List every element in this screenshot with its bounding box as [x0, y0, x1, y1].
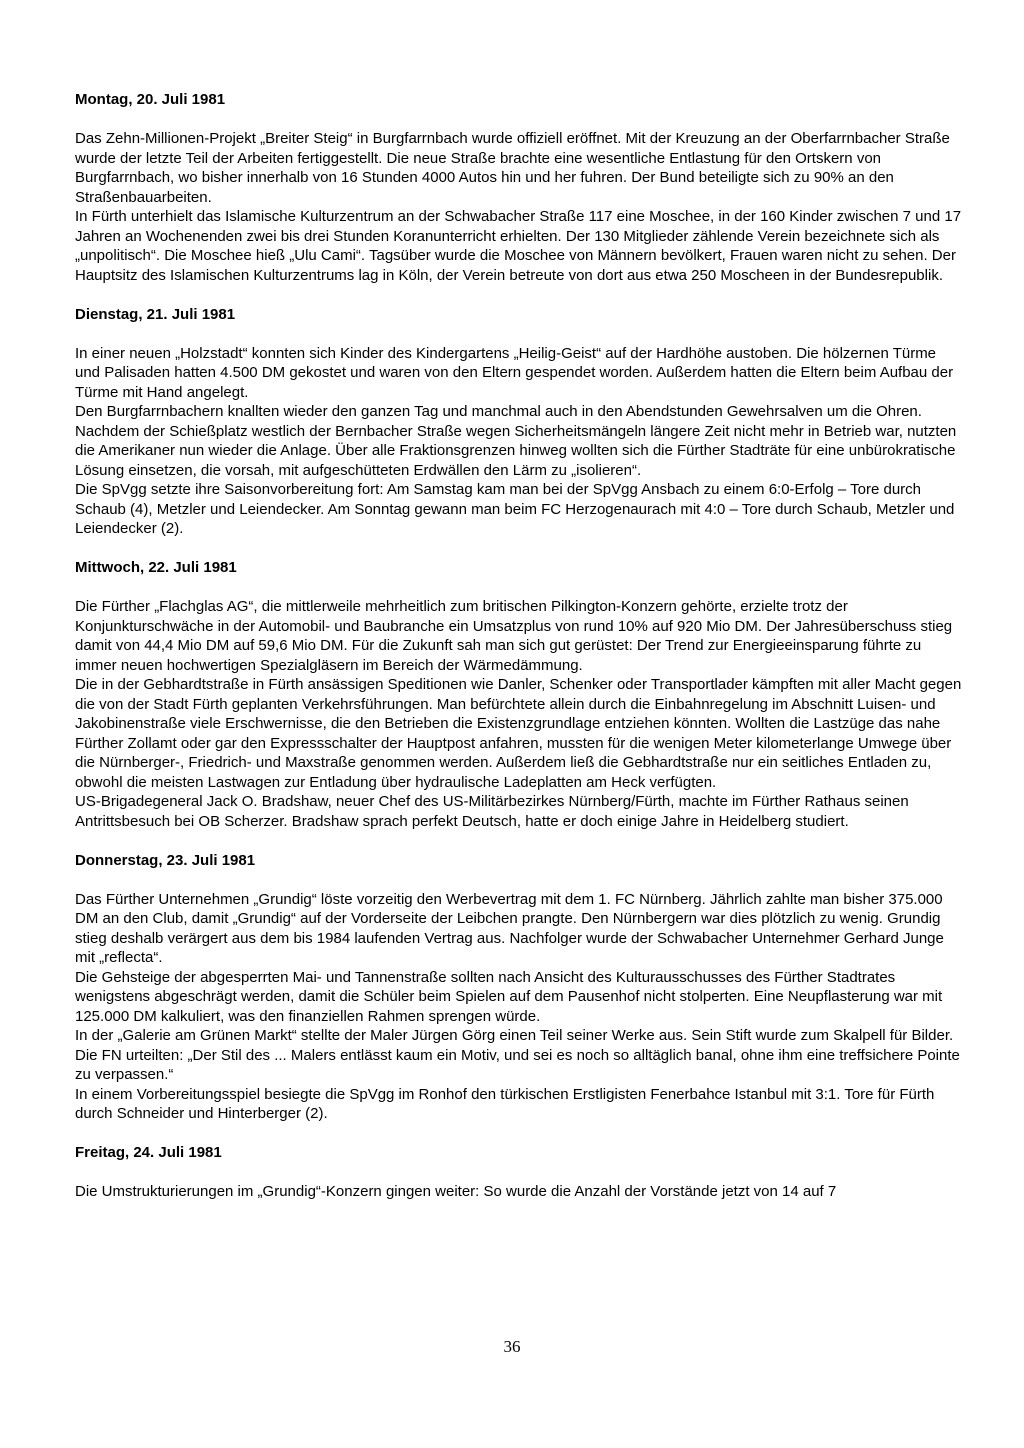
- day-section-freitag: [75, 1143, 964, 1202]
- day-heading: Mittwoch, 22. Juli 1981: [75, 559, 237, 576]
- document-content: [75, 90, 964, 1202]
- day-heading: Montag, 20. Juli 1981: [75, 91, 226, 108]
- paragraph: Den Burgfarrnbachern knallten wieder den ganzen Tag und manchmal auch in den Abendstunden Gewehrsalven um die Ohren. Nachdem der Schießplatz westlich der Bernbacher Straße wegen Sicherheitsmängeln längere Zeit nicht mehr in Betrieb war, nutzten die Amerikaner nun wieder die Anlage. Über alle Fraktionsgrenzen hinweg wollten sich die Fürther Stadträte für eine unbürokratische Lösung einsetzen, die vorsah, mit aufgeschütteten Erdwällen den Lärm zu „isolieren“.: [75, 403, 957, 479]
- day-heading: Dienstag, 21. Juli 1981: [75, 305, 236, 323]
- paragraph: US-Brigadegeneral Jack O. Bradshaw, neuer Chef des US-Militärbezirkes Nürnberg/Fürth, machte im Fürther Rathaus seinen Antrittsbesuch bei OB Scherzer. Bradshaw sprach perfekt Deutsch, hatte er doch einige Jahre in Heidelberg studiert.: [75, 793, 909, 830]
- day-heading: Donnerstag, 23. Juli 1981: [75, 851, 256, 869]
- paragraph: In der „Galerie am Grünen Markt“ stellte der Maler Jürgen Görg einen Teil seiner Werke aus. Sein Stift wurde zum Skalpell für Bilder. Die FN urteilten: „Der Stil des ... Malers entlässt kaum ein Motiv, und sei es noch so alltäglich banal, ohne ihm eine treffsichere Pointe zu verpassen.“: [75, 1027, 960, 1083]
- paragraph: Die SpVgg setzte ihre Saisonvorbereitung fort: Am Samstag kam man bei der SpVgg Ansbach zu einem 6:0-Erfolg – Tore durch Schaub (4), Metzler und Leiendecker. Am Sonntag gewann man beim FC Herzogenaurach mit 4:0 – Tore durch Schaub, Metzler und Leiendecker (2).: [75, 481, 955, 537]
- paragraph: In einer neuen „Holzstadt“ konnten sich Kinder des Kindergartens „Heilig-Geist“ auf der Hardhöhe austoben. Die hölzernen Türme und Palisaden hatten 4.500 DM gekostet und waren von den Eltern gespendet worden. Außerdem hatten die Eltern beim Aufbau der Türme mit Hand angelegt.: [75, 344, 954, 401]
- day-section-mittwoch: [75, 558, 964, 831]
- day-section-montag: [75, 90, 964, 285]
- paragraph: Das Zehn-Millionen-Projekt „Breiter Steig“ in Burgfarrnbach wurde offiziell eröffnet. Mit der Kreuzung an der Oberfarrnbacher Straße wurde der letzte Teil der Arbeiten fertiggestellt. Die neue Straße brachte eine wesentliche Entlastung für den Ortskern von Burgfarrnbach, wo bisher innerhalb von 16 Stunden 4000 Autos hin und her fuhren. Der Bund beteiligte sich zu 90% an den Straßenbauarbeiten.: [75, 130, 950, 206]
- page-number: 36: [503, 1337, 521, 1356]
- paragraph: Die Gehsteige der abgesperrten Mai- und Tannenstraße sollten nach Ansicht des Kulturausschusses des Fürther Stadtrates wenigstens abgeschrägt werden, damit die Schüler beim Spielen auf dem Pausenhof nicht stolperten. Eine Neupflasterung war mit 125.000 DM kalkuliert, was den finanziellen Rahmen sprengen würde.: [75, 968, 943, 1025]
- paragraph: Die in der Gebhardtstraße in Fürth ansässigen Speditionen wie Danler, Schenker oder Transportlader kämpften mit aller Macht gegen die von der Stadt Fürth geplanten Verkehrsführungen. Man befürchtete allein durch die Einbahnregelung im Abschnitt Luisen- und Jakobinenstraße viele Erschwernisse, die den Betrieben die Existenzgrundlage entziehen könnten. Wollten die Lastzüge das nahe Fürther Zollamt oder gar den Expressschalter der Hauptpost anfahren, mussten für die wenigen Meter kilometerlange Umwege über die Nürnberger-, Friedrich- und Maxstraße genommen werden. Außerdem ließ die Gebhardtstraße nur ein seitliches Entladen zu, obwohl die meisten Lastwagen zur Entladung über hydraulische Ladeplatten am Heck verfügten.: [75, 676, 962, 791]
- paragraph: Das Fürther Unternehmen „Grundig“ löste vorzeitig den Werbevertrag mit dem 1. FC Nürnberg. Jährlich zahlte man bisher 375.000 DM an den Club, damit „Grundig“ auf der Vorderseite der Leibchen prangte. Den Nürnbergern war dies plötzlich zu wenig. Grundig stieg deshalb verärgert aus dem bis 1984 laufenden Vertrag aus. Nachfolger wurde der Schwabacher Unternehmer Gerhard Junge mit „reflecta“.: [75, 890, 944, 966]
- paragraph: In einem Vorbereitungsspiel besiegte die SpVgg im Ronhof den türkischen Erstligisten Fenerbahce Istanbul mit 3:1. Tore für Fürth durch Schneider und Hinterberger (2).: [75, 1085, 935, 1122]
- day-heading: Freitag, 24. Juli 1981: [75, 1144, 222, 1161]
- paragraph: Die Fürther „Flachglas AG“, die mittlerweile mehrheitlich zum britischen Pilkington-Konzern gehörte, erzielte trotz der Konjunkturschwäche in der Automobil- und Baubranche ein Umsatzplus von rund 10% auf 920 Mio DM. Der Jahresüberschuss stieg damit von 44,4 Mio DM auf 59,6 Mio DM. Für die Zukunft sah man sich gut gerüstet: Der Trend zur Energieeinsparung führte zu immer neuen hochwertigen Spezialgläsern im Bereich der Wärmedämmung.: [75, 598, 953, 674]
- paragraph: Die Umstrukturierungen im „Grundig“-Konzern gingen weiter: So wurde die Anzahl der Vorstände jetzt von 14 auf 7: [75, 1183, 837, 1200]
- day-section-donnerstag: [75, 851, 964, 1124]
- day-section-dienstag: [75, 305, 964, 539]
- paragraph: In Fürth unterhielt das Islamische Kulturzentrum an der Schwabacher Straße 117 eine Moschee, in der 160 Kinder zwischen 7 und 17 Jahren an Wochenenden zwei bis drei Stunden Koranunterricht erhielten. Der 130 Mitglieder zählende Verein bezeichnete sich als „unpolitisch“. Die Moschee hieß „Ulu Cami“. Tagsüber wurde die Moschee von Männern bevölkert, Frauen waren nicht zu sehen. Der Hauptsitz des Islamischen Kulturzentrums lag in Köln, der Verein betreute von dort aus etwa 250 Moscheen in der Bundesrepublik.: [75, 208, 962, 284]
